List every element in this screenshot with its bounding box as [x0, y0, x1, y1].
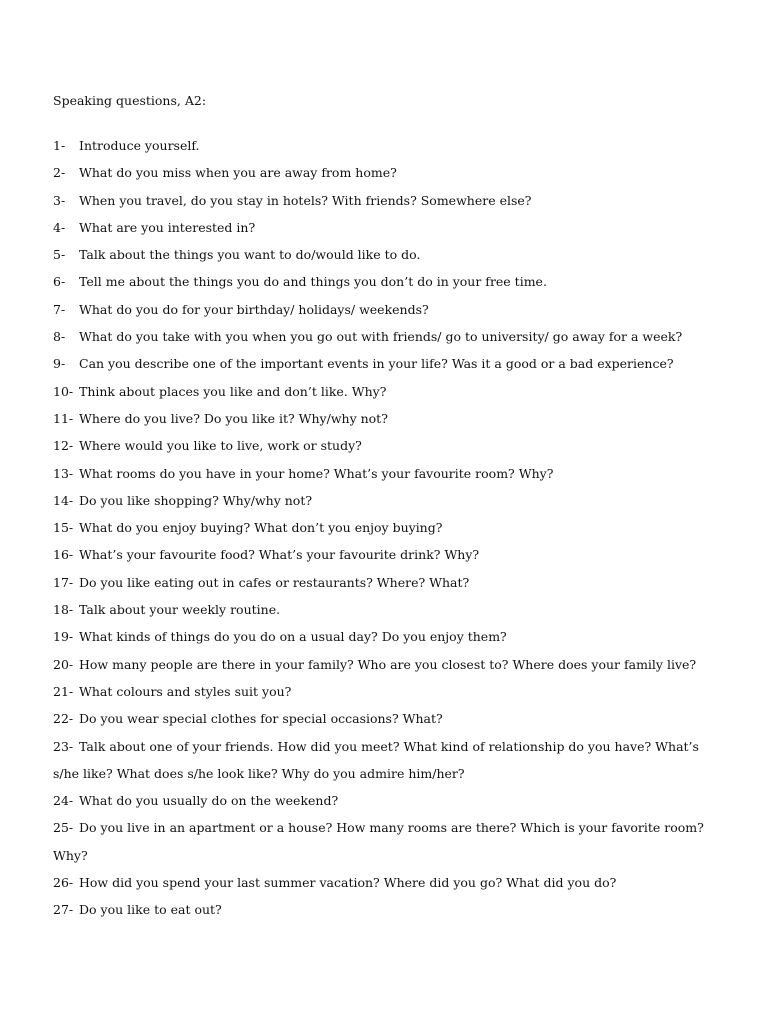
question-number: 1- — [53, 138, 66, 153]
question-item — [53, 405, 723, 432]
question-item — [53, 487, 723, 514]
question-text: What kinds of things do you do on a usual day? Do you enjoy them? — [79, 629, 507, 645]
question-text-continuation: Why? — [53, 847, 88, 863]
question-number: 10- — [53, 383, 74, 399]
question-number: 11- — [53, 410, 74, 426]
question-item — [53, 241, 723, 268]
question-number: 2- — [53, 165, 66, 181]
question-item — [53, 787, 723, 814]
question-item — [53, 678, 723, 705]
question-text: Tell me about the things you do and things you don’t do in your free time. — [79, 274, 547, 290]
question-number: 23- — [53, 738, 74, 754]
question-item — [53, 187, 723, 214]
question-item — [53, 432, 723, 459]
question-number: 25- — [53, 820, 74, 836]
question-item — [53, 378, 723, 405]
question-text: What’s your favourite food? What’s your favourite drink? Why? — [79, 547, 480, 563]
question-text: How did you spend your last summer vacation? Where did you go? What did you do? — [79, 875, 617, 891]
question-text: Think about places you like and don’t like. Why? — [79, 383, 387, 399]
question-text: Do you like to eat out? — [79, 902, 222, 918]
question-item — [53, 814, 723, 869]
question-number: 8- — [53, 329, 66, 345]
question-number: 5- — [53, 247, 66, 263]
question-text: Do you live in an apartment or a house? How many rooms are there? Which is your favorite room? — [79, 820, 704, 836]
question-number: 17- — [53, 574, 74, 590]
question-number: 26- — [53, 875, 74, 891]
question-list — [53, 132, 723, 924]
question-text: When you travel, do you stay in hotels? With friends? Somewhere else? — [79, 192, 532, 208]
question-text: What rooms do you have in your home? What’s your favourite room? Why? — [79, 465, 554, 481]
question-text: What do you enjoy buying? What don’t you enjoy buying? — [79, 520, 443, 536]
question-item — [53, 323, 723, 350]
question-item — [53, 623, 723, 650]
question-text: What do you usually do on the weekend? — [79, 793, 339, 809]
question-item — [53, 350, 723, 377]
question-text: Do you wear special clothes for special occasions? What? — [79, 711, 443, 727]
document-title: Speaking questions, A2: — [53, 93, 207, 108]
question-text: What do you do for your birthday/ holidays/ weekends? — [79, 301, 429, 317]
question-item — [53, 705, 723, 732]
question-item — [53, 569, 723, 596]
question-text: Talk about your weekly routine. — [79, 602, 281, 618]
question-number: 14- — [53, 492, 74, 508]
question-item — [53, 869, 723, 896]
question-number: 19- — [53, 629, 74, 645]
question-text: Talk about one of your friends. How did you meet? What kind of relationship do you have? What’s — [79, 738, 699, 754]
question-item — [53, 268, 723, 295]
question-number: 22- — [53, 711, 74, 727]
question-number: 16- — [53, 547, 74, 563]
question-item — [53, 296, 723, 323]
question-number: 7- — [53, 301, 66, 317]
question-text: Where would you like to live, work or study? — [79, 438, 362, 454]
question-text: What do you miss when you are away from home? — [79, 165, 397, 181]
question-number: 15- — [53, 520, 74, 536]
question-number: 9- — [53, 356, 66, 372]
question-number: 21- — [53, 683, 74, 699]
question-text: What do you take with you when you go out with friends/ go to university/ go away for a week? — [79, 329, 683, 345]
question-item — [53, 132, 723, 159]
question-number: 24- — [53, 793, 74, 809]
question-item — [53, 159, 723, 186]
question-number: 13- — [53, 465, 74, 481]
question-item — [53, 651, 723, 678]
question-number: 27- — [53, 902, 74, 918]
question-item — [53, 541, 723, 568]
question-number: 3- — [53, 192, 66, 208]
question-text: Can you describe one of the important events in your life? Was it a good or a bad experience? — [79, 356, 674, 372]
question-number: 12- — [53, 438, 74, 454]
question-text: Introduce yourself. — [79, 138, 200, 153]
question-item — [53, 214, 723, 241]
question-item — [53, 596, 723, 623]
question-text: How many people are there in your family? Who are you closest to? Where does your family live? — [79, 656, 697, 672]
question-item — [53, 514, 723, 541]
question-number: 20- — [53, 656, 74, 672]
question-number: 18- — [53, 602, 74, 618]
question-text: Where do you live? Do you like it? Why/why not? — [79, 410, 388, 426]
question-text: What are you interested in? — [79, 219, 256, 235]
question-text: Do you like eating out in cafes or restaurants? Where? What? — [79, 574, 470, 590]
question-text-continuation: s/he like? What does s/he look like? Why do you admire him/her? — [53, 765, 465, 781]
question-item — [53, 733, 723, 788]
question-number: 4- — [53, 219, 66, 235]
question-item — [53, 896, 723, 923]
question-text: What colours and styles suit you? — [79, 683, 292, 699]
question-item — [53, 460, 723, 487]
question-number: 6- — [53, 274, 66, 290]
question-text: Do you like shopping? Why/why not? — [79, 492, 313, 508]
question-text: Talk about the things you want to do/would like to do. — [79, 247, 421, 263]
